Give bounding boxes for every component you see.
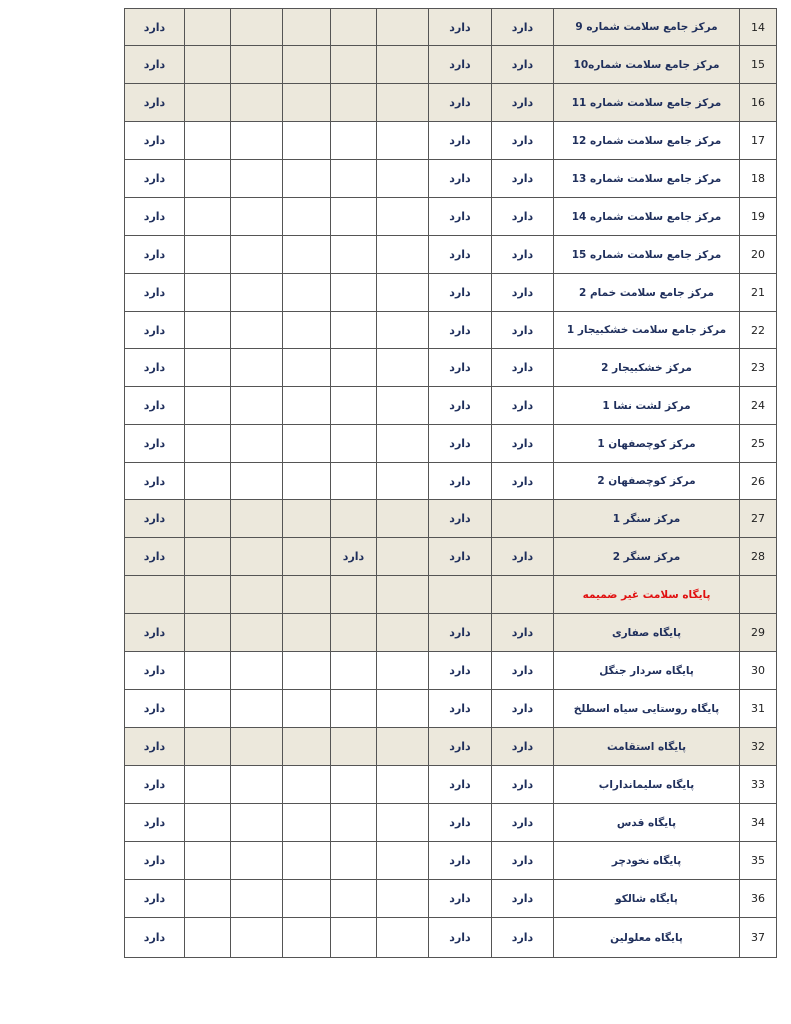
row-number-cell: 17 xyxy=(740,122,777,160)
status-cell-c9: دارد xyxy=(125,349,185,387)
row-number-cell: 37 xyxy=(740,918,777,958)
status-cell-c2: دارد xyxy=(492,690,554,728)
table-row xyxy=(125,9,777,46)
status-cell-c9: دارد xyxy=(125,274,185,312)
status-cell-c5 xyxy=(331,880,377,918)
status-cell-c2 xyxy=(492,500,554,538)
status-cell-c7 xyxy=(231,160,283,198)
status-cell-c4 xyxy=(377,463,429,500)
status-cell-c3: دارد xyxy=(429,274,492,312)
row-number-cell: 30 xyxy=(740,652,777,690)
facility-name-cell: مرکز جامع سلامت شماره 15 xyxy=(554,236,740,274)
status-cell-c2: دارد xyxy=(492,766,554,804)
status-cell-c4 xyxy=(377,918,429,958)
status-cell-c6 xyxy=(283,236,331,274)
table-row xyxy=(125,614,777,652)
row-number-cell: 19 xyxy=(740,198,777,236)
status-cell-c2: دارد xyxy=(492,236,554,274)
status-cell-c5 xyxy=(331,122,377,160)
facility-name-cell: مرکز سنگر 2 xyxy=(554,538,740,576)
status-cell-c5 xyxy=(331,918,377,958)
status-cell-c2: دارد xyxy=(492,728,554,766)
status-cell-c8 xyxy=(185,652,231,690)
facility-name-cell: مرکز جامع سلامت شماره 12 xyxy=(554,122,740,160)
status-cell-c6 xyxy=(283,918,331,958)
status-cell-c6 xyxy=(283,576,331,614)
table-row xyxy=(125,766,777,804)
status-cell-c9: دارد xyxy=(125,766,185,804)
status-cell-c9: دارد xyxy=(125,160,185,198)
table-row xyxy=(125,880,777,918)
status-cell-c4 xyxy=(377,538,429,576)
facility-name-cell: مرکز جامع سلامت شماره10 xyxy=(554,46,740,84)
status-cell-c9 xyxy=(125,576,185,614)
status-cell-c4 xyxy=(377,274,429,312)
status-cell-c7 xyxy=(231,842,283,880)
status-cell-c6 xyxy=(283,538,331,576)
table-row xyxy=(125,122,777,160)
status-cell-c6 xyxy=(283,425,331,463)
status-cell-c2: دارد xyxy=(492,160,554,198)
status-cell-c5 xyxy=(331,274,377,312)
status-cell-c6 xyxy=(283,842,331,880)
facility-name-cell: مرکز کوچصفهان 1 xyxy=(554,425,740,463)
status-cell-c5 xyxy=(331,349,377,387)
status-cell-c7 xyxy=(231,463,283,500)
row-number-cell: 24 xyxy=(740,387,777,425)
status-cell-c6 xyxy=(283,728,331,766)
status-cell-c6 xyxy=(283,198,331,236)
status-cell-c6 xyxy=(283,766,331,804)
status-cell-c8 xyxy=(185,160,231,198)
status-cell-c8 xyxy=(185,500,231,538)
row-number-cell: 23 xyxy=(740,349,777,387)
status-cell-c2: دارد xyxy=(492,387,554,425)
status-cell-c7 xyxy=(231,9,283,46)
status-cell-c7 xyxy=(231,387,283,425)
facility-name-cell: پایگاه نخودچر xyxy=(554,842,740,880)
status-cell-c5 xyxy=(331,46,377,84)
status-cell-c8 xyxy=(185,918,231,958)
status-cell-c7 xyxy=(231,349,283,387)
status-cell-c5: دارد xyxy=(331,538,377,576)
status-cell-c8 xyxy=(185,804,231,842)
status-cell-c3: دارد xyxy=(429,349,492,387)
table-row xyxy=(125,918,777,958)
status-cell-c9: دارد xyxy=(125,804,185,842)
status-cell-c4 xyxy=(377,652,429,690)
status-cell-c9: دارد xyxy=(125,500,185,538)
status-cell-c7 xyxy=(231,576,283,614)
row-number-cell: 28 xyxy=(740,538,777,576)
status-cell-c3: دارد xyxy=(429,160,492,198)
status-cell-c9: دارد xyxy=(125,538,185,576)
status-cell-c8 xyxy=(185,122,231,160)
status-cell-c2: دارد xyxy=(492,842,554,880)
facility-name-cell: پایگاه سلیمانداراب xyxy=(554,766,740,804)
status-cell-c3: دارد xyxy=(429,538,492,576)
facility-name-cell: پایگاه شالکو xyxy=(554,880,740,918)
status-cell-c7 xyxy=(231,198,283,236)
row-number-cell: 16 xyxy=(740,84,777,122)
status-cell-c2: دارد xyxy=(492,538,554,576)
status-cell-c5 xyxy=(331,728,377,766)
status-cell-c5 xyxy=(331,312,377,349)
status-cell-c5 xyxy=(331,614,377,652)
facility-name-cell: مرکز خشکبیجار 2 xyxy=(554,349,740,387)
status-cell-c5 xyxy=(331,804,377,842)
status-cell-c5 xyxy=(331,576,377,614)
status-cell-c2: دارد xyxy=(492,122,554,160)
status-cell-c6 xyxy=(283,387,331,425)
status-cell-c3: دارد xyxy=(429,652,492,690)
status-cell-c4 xyxy=(377,236,429,274)
row-number-cell: 20 xyxy=(740,236,777,274)
row-number-cell: 35 xyxy=(740,842,777,880)
status-cell-c5 xyxy=(331,463,377,500)
status-cell-c8 xyxy=(185,425,231,463)
status-cell-c4 xyxy=(377,576,429,614)
status-cell-c7 xyxy=(231,46,283,84)
status-cell-c2: دارد xyxy=(492,349,554,387)
status-cell-c2: دارد xyxy=(492,614,554,652)
status-cell-c5 xyxy=(331,842,377,880)
status-cell-c8 xyxy=(185,349,231,387)
status-cell-c9: دارد xyxy=(125,463,185,500)
status-cell-c4 xyxy=(377,804,429,842)
status-cell-c5 xyxy=(331,236,377,274)
status-cell-c7 xyxy=(231,804,283,842)
status-cell-c3: دارد xyxy=(429,463,492,500)
status-cell-c3: دارد xyxy=(429,842,492,880)
status-cell-c6 xyxy=(283,652,331,690)
status-cell-c4 xyxy=(377,198,429,236)
status-cell-c6 xyxy=(283,690,331,728)
row-number-cell: 34 xyxy=(740,804,777,842)
status-cell-c4 xyxy=(377,766,429,804)
status-cell-c2: دارد xyxy=(492,804,554,842)
facility-name-cell: پایگاه سردار جنگل xyxy=(554,652,740,690)
status-cell-c4 xyxy=(377,387,429,425)
status-cell-c8 xyxy=(185,84,231,122)
facility-name-cell: مرکز جامع سلامت شماره 14 xyxy=(554,198,740,236)
status-cell-c9: دارد xyxy=(125,880,185,918)
status-cell-c7 xyxy=(231,614,283,652)
status-cell-c3: دارد xyxy=(429,236,492,274)
status-cell-c4 xyxy=(377,349,429,387)
table-row xyxy=(125,463,777,500)
status-cell-c3: دارد xyxy=(429,690,492,728)
row-number-cell: 31 xyxy=(740,690,777,728)
row-number-cell xyxy=(740,576,777,614)
status-cell-c7 xyxy=(231,652,283,690)
facility-name-cell: مرکز لشت نشا 1 xyxy=(554,387,740,425)
table-row xyxy=(125,198,777,236)
status-cell-c5 xyxy=(331,652,377,690)
status-cell-c5 xyxy=(331,84,377,122)
status-cell-c7 xyxy=(231,500,283,538)
status-cell-c9: دارد xyxy=(125,46,185,84)
table-row xyxy=(125,652,777,690)
table-row xyxy=(125,690,777,728)
facility-name-cell: مرکز جامع سلامت شماره 9 xyxy=(554,9,740,46)
status-cell-c6 xyxy=(283,46,331,84)
table-row xyxy=(125,274,777,312)
table-row xyxy=(125,500,777,538)
status-cell-c3: دارد xyxy=(429,766,492,804)
section-header-row xyxy=(125,576,777,614)
status-cell-c2: دارد xyxy=(492,463,554,500)
status-cell-c9: دارد xyxy=(125,614,185,652)
status-cell-c3: دارد xyxy=(429,880,492,918)
status-cell-c9: دارد xyxy=(125,198,185,236)
status-cell-c2: دارد xyxy=(492,312,554,349)
status-cell-c6 xyxy=(283,500,331,538)
status-cell-c4 xyxy=(377,425,429,463)
facility-table xyxy=(124,8,777,958)
status-cell-c7 xyxy=(231,84,283,122)
status-cell-c3: دارد xyxy=(429,9,492,46)
status-cell-c6 xyxy=(283,84,331,122)
status-cell-c3: دارد xyxy=(429,387,492,425)
status-cell-c5 xyxy=(331,9,377,46)
table-row xyxy=(125,387,777,425)
status-cell-c8 xyxy=(185,576,231,614)
status-cell-c3: دارد xyxy=(429,500,492,538)
status-cell-c2: دارد xyxy=(492,198,554,236)
status-cell-c4 xyxy=(377,880,429,918)
status-cell-c8 xyxy=(185,842,231,880)
status-cell-c3: دارد xyxy=(429,728,492,766)
status-cell-c8 xyxy=(185,728,231,766)
status-cell-c4 xyxy=(377,9,429,46)
status-cell-c9: دارد xyxy=(125,122,185,160)
status-cell-c2: دارد xyxy=(492,84,554,122)
status-cell-c3: دارد xyxy=(429,84,492,122)
row-number-cell: 21 xyxy=(740,274,777,312)
status-cell-c2: دارد xyxy=(492,918,554,958)
status-cell-c9: دارد xyxy=(125,387,185,425)
status-cell-c6 xyxy=(283,122,331,160)
status-cell-c4 xyxy=(377,84,429,122)
status-cell-c9: دارد xyxy=(125,9,185,46)
status-cell-c8 xyxy=(185,274,231,312)
status-cell-c5 xyxy=(331,500,377,538)
row-number-cell: 32 xyxy=(740,728,777,766)
facility-name-cell: مرکز جامع سلامت شماره 13 xyxy=(554,160,740,198)
status-cell-c2: دارد xyxy=(492,880,554,918)
status-cell-c3: دارد xyxy=(429,198,492,236)
status-cell-c7 xyxy=(231,538,283,576)
facility-name-cell: پایگاه روستایی سیاه اسطلخ xyxy=(554,690,740,728)
status-cell-c8 xyxy=(185,614,231,652)
status-cell-c2: دارد xyxy=(492,425,554,463)
status-cell-c8 xyxy=(185,690,231,728)
table-row xyxy=(125,538,777,576)
status-cell-c6 xyxy=(283,312,331,349)
status-cell-c4 xyxy=(377,728,429,766)
status-cell-c7 xyxy=(231,274,283,312)
status-cell-c9: دارد xyxy=(125,652,185,690)
facility-name-cell: پایگاه قدس xyxy=(554,804,740,842)
row-number-cell: 15 xyxy=(740,46,777,84)
status-cell-c3: دارد xyxy=(429,918,492,958)
status-cell-c4 xyxy=(377,122,429,160)
status-cell-c9: دارد xyxy=(125,842,185,880)
status-cell-c8 xyxy=(185,236,231,274)
status-cell-c2: دارد xyxy=(492,274,554,312)
row-number-cell: 14 xyxy=(740,9,777,46)
status-cell-c9: دارد xyxy=(125,918,185,958)
status-cell-c4 xyxy=(377,500,429,538)
status-cell-c8 xyxy=(185,312,231,349)
status-cell-c9: دارد xyxy=(125,84,185,122)
status-cell-c7 xyxy=(231,122,283,160)
status-cell-c9: دارد xyxy=(125,236,185,274)
status-cell-c3: دارد xyxy=(429,614,492,652)
status-cell-c3 xyxy=(429,576,492,614)
status-cell-c4 xyxy=(377,842,429,880)
facility-name-cell: مرکز جامع سلامت شماره 11 xyxy=(554,84,740,122)
table-row xyxy=(125,728,777,766)
status-cell-c5 xyxy=(331,766,377,804)
status-cell-c3: دارد xyxy=(429,122,492,160)
table-row xyxy=(125,349,777,387)
status-cell-c6 xyxy=(283,349,331,387)
table-row xyxy=(125,842,777,880)
status-cell-c8 xyxy=(185,463,231,500)
status-cell-c4 xyxy=(377,160,429,198)
status-cell-c3: دارد xyxy=(429,312,492,349)
table-body xyxy=(125,9,777,958)
status-cell-c3: دارد xyxy=(429,46,492,84)
status-cell-c7 xyxy=(231,425,283,463)
row-number-cell: 18 xyxy=(740,160,777,198)
status-cell-c4 xyxy=(377,312,429,349)
row-number-cell: 36 xyxy=(740,880,777,918)
table-row xyxy=(125,160,777,198)
status-cell-c3: دارد xyxy=(429,804,492,842)
status-cell-c6 xyxy=(283,614,331,652)
status-cell-c8 xyxy=(185,198,231,236)
status-cell-c5 xyxy=(331,198,377,236)
row-number-cell: 29 xyxy=(740,614,777,652)
row-number-cell: 25 xyxy=(740,425,777,463)
status-cell-c7 xyxy=(231,918,283,958)
status-cell-c8 xyxy=(185,880,231,918)
facility-name-cell: مرکز جامع سلامت خمام 2 xyxy=(554,274,740,312)
status-cell-c7 xyxy=(231,728,283,766)
status-cell-c9: دارد xyxy=(125,425,185,463)
status-cell-c6 xyxy=(283,463,331,500)
table-row xyxy=(125,804,777,842)
status-cell-c4 xyxy=(377,690,429,728)
status-cell-c8 xyxy=(185,538,231,576)
status-cell-c8 xyxy=(185,387,231,425)
status-cell-c5 xyxy=(331,690,377,728)
status-cell-c8 xyxy=(185,766,231,804)
row-number-cell: 33 xyxy=(740,766,777,804)
table-row xyxy=(125,236,777,274)
table-row xyxy=(125,312,777,349)
status-cell-c2: دارد xyxy=(492,46,554,84)
status-cell-c7 xyxy=(231,690,283,728)
status-cell-c2: دارد xyxy=(492,652,554,690)
row-number-cell: 26 xyxy=(740,463,777,500)
status-cell-c2 xyxy=(492,576,554,614)
row-number-cell: 27 xyxy=(740,500,777,538)
status-cell-c8 xyxy=(185,9,231,46)
section-title-cell: پایگاه سلامت غیر ضمیمه xyxy=(554,576,740,614)
status-cell-c7 xyxy=(231,880,283,918)
status-cell-c5 xyxy=(331,160,377,198)
status-cell-c7 xyxy=(231,236,283,274)
status-cell-c6 xyxy=(283,9,331,46)
status-cell-c9: دارد xyxy=(125,690,185,728)
row-number-cell: 22 xyxy=(740,312,777,349)
facility-name-cell: مرکز کوچصفهان 2 xyxy=(554,463,740,500)
status-cell-c6 xyxy=(283,274,331,312)
status-cell-c7 xyxy=(231,312,283,349)
facility-name-cell: مرکز جامع سلامت خشکبیجار 1 xyxy=(554,312,740,349)
status-cell-c8 xyxy=(185,46,231,84)
facility-name-cell: مرکز سنگر 1 xyxy=(554,500,740,538)
status-cell-c2: دارد xyxy=(492,9,554,46)
table-row xyxy=(125,46,777,84)
facility-name-cell: پایگاه استقامت xyxy=(554,728,740,766)
status-cell-c3: دارد xyxy=(429,425,492,463)
status-cell-c7 xyxy=(231,766,283,804)
table-row xyxy=(125,425,777,463)
status-cell-c9: دارد xyxy=(125,312,185,349)
status-cell-c6 xyxy=(283,880,331,918)
status-cell-c5 xyxy=(331,425,377,463)
status-cell-c6 xyxy=(283,804,331,842)
facility-name-cell: پایگاه معلولین xyxy=(554,918,740,958)
facility-name-cell: پایگاه صفاری xyxy=(554,614,740,652)
status-cell-c5 xyxy=(331,387,377,425)
table-row xyxy=(125,84,777,122)
status-cell-c4 xyxy=(377,46,429,84)
status-cell-c4 xyxy=(377,614,429,652)
status-cell-c9: دارد xyxy=(125,728,185,766)
status-cell-c6 xyxy=(283,160,331,198)
